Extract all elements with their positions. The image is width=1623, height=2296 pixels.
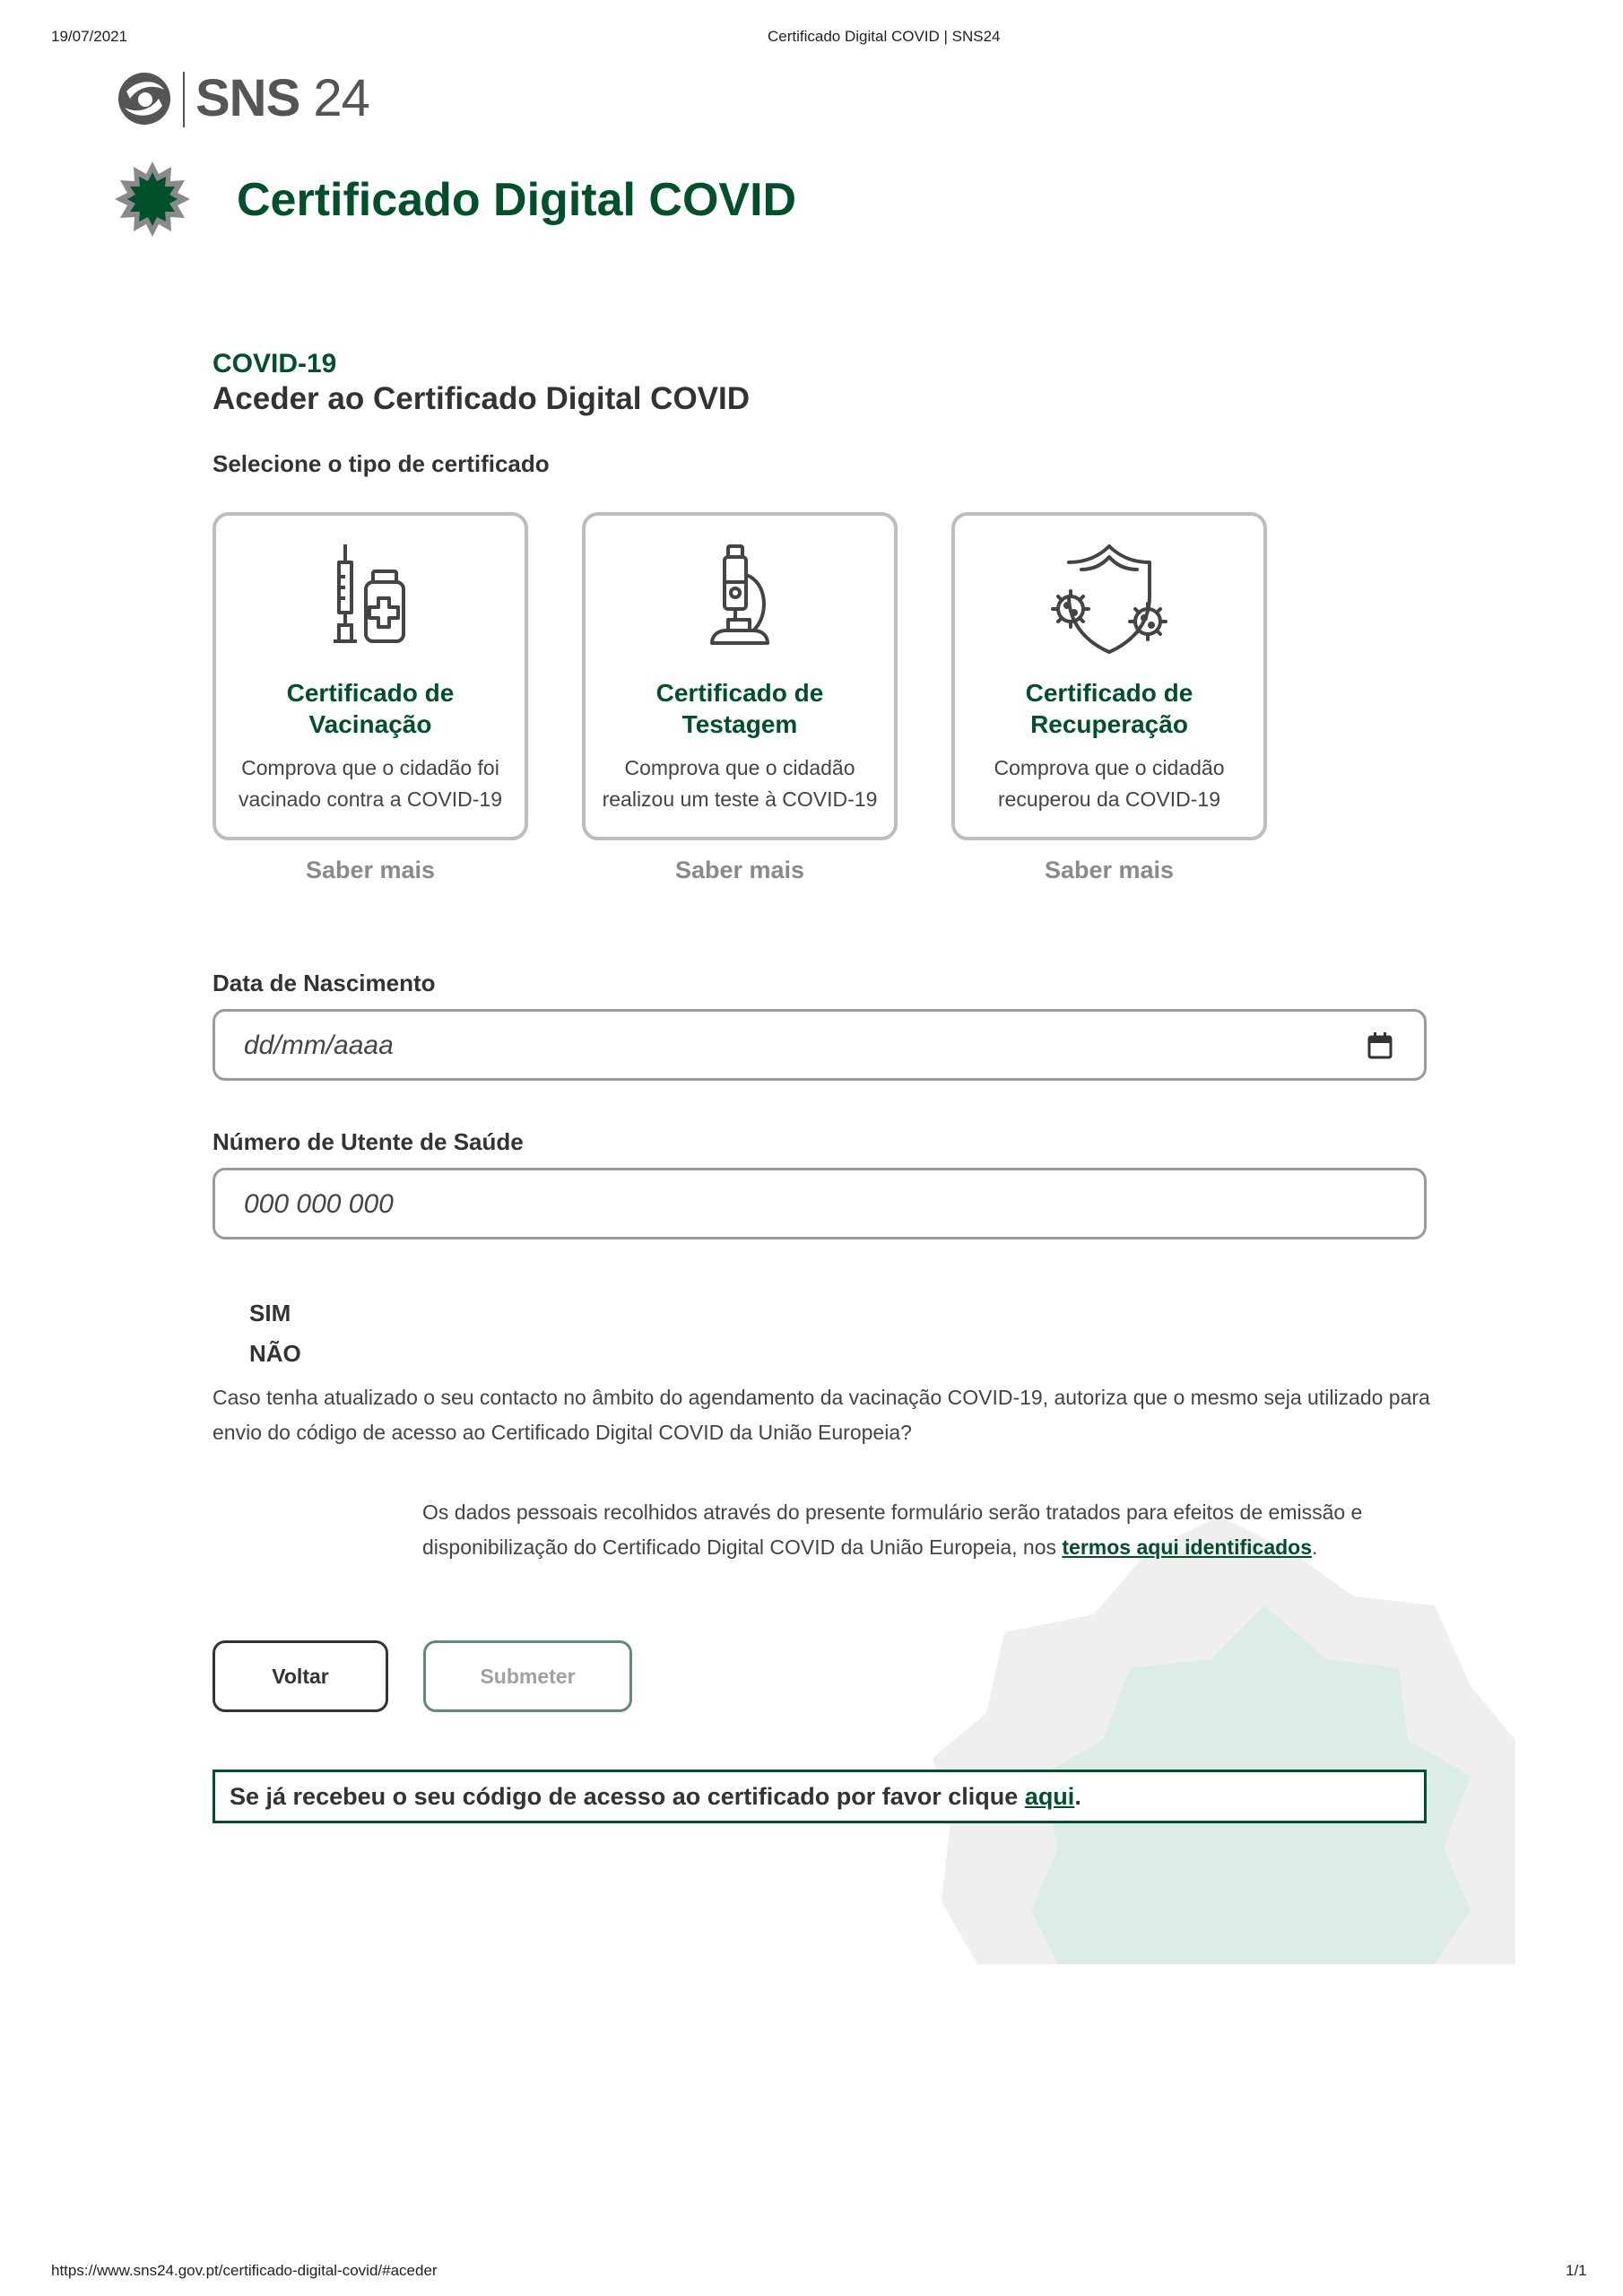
notice-aqui-link[interactable]: aqui <box>1024 1783 1075 1810</box>
saber-mais-testing-link[interactable]: Saber mais <box>674 857 805 883</box>
print-date: 19/07/2021 <box>51 28 128 45</box>
certificate-type-label: Selecione o tipo de certificado <box>213 450 550 477</box>
shield-virus-icon <box>1042 543 1176 659</box>
notice-text-end: . <box>1074 1783 1081 1810</box>
logo-bold-text: SNS <box>195 69 300 127</box>
utente-number-field[interactable] <box>213 1168 1427 1239</box>
print-url: https://www.sns24.gov.pt/certificado-digital-covid/#aceder <box>51 2262 438 2279</box>
privacy-notice <box>422 1495 1427 1565</box>
privacy-line <box>422 1530 1427 1565</box>
notice-text: Se já recebeu o seu código de acesso ao certificado por favor clique <box>230 1783 1025 1810</box>
card-title-line: Certificado de <box>286 679 455 707</box>
card-title-line: Vacinação <box>308 710 432 738</box>
section-heading: Aceder ao Certificado Digital COVID <box>213 381 751 416</box>
card-recovery-certificate[interactable] <box>951 512 1267 840</box>
sns24-logo-icon[interactable] <box>117 72 171 126</box>
card-title <box>595 677 885 740</box>
card-title-line: Certificado de <box>1025 679 1193 707</box>
page-title: Certificado Digital COVID <box>237 174 797 226</box>
saber-mais-vaccination-link[interactable]: Saber mais <box>305 857 436 883</box>
card-title-line: Certificado de <box>655 679 824 707</box>
access-code-notice <box>213 1770 1427 1823</box>
card-description-line: realizou um teste à COVID-19 <box>602 787 878 811</box>
utente-number-label: Número de Utente de Saúde <box>213 1128 524 1155</box>
card-description-line: vacinado contra a COVID-19 <box>238 787 503 811</box>
consent-line: envio do código de acesso ao Certificado Digital COVID da União Europeia? <box>213 1421 912 1444</box>
card-description-line: recuperou da COVID-19 <box>997 787 1220 811</box>
vaccine-icon <box>312 543 429 659</box>
privacy-text: disponibilização do Certificado Digital COVID da União Europeia, nos <box>422 1535 1063 1559</box>
background-seal-decoration <box>924 1507 1515 1964</box>
radio-option-nao[interactable]: NÃO <box>249 1340 301 1367</box>
privacy-terms-link[interactable]: termos aqui identificados <box>1062 1535 1312 1559</box>
card-title <box>964 677 1254 740</box>
card-testing-certificate[interactable] <box>582 512 898 840</box>
card-description-line: Comprova que o cidadão foi <box>241 756 499 779</box>
print-doc-title: Certificado Digital COVID | SNS24 <box>768 28 1001 45</box>
card-description <box>600 752 880 815</box>
microscope-icon <box>681 543 798 659</box>
covid-certificate-seal-icon <box>115 161 190 237</box>
birth-date-field[interactable] <box>213 1009 1427 1081</box>
logo-number-text: 24 <box>313 69 369 127</box>
section-kicker: COVID-19 <box>213 349 337 378</box>
card-title-line: Testagem <box>681 710 798 738</box>
card-description-line: Comprova que o cidadão <box>994 756 1225 779</box>
privacy-line: Os dados pessoais recolhidos através do presente formulário serão tratados para efeitos de emissão e <box>422 1500 1363 1524</box>
background-seal-icon <box>924 1507 1515 1964</box>
card-description-line: Comprova que o cidadão <box>624 756 855 779</box>
consent-question <box>213 1380 1450 1450</box>
saber-mais-recovery-link[interactable]: Saber mais <box>1044 857 1175 883</box>
print-page-counter: 1/1 <box>1566 2262 1587 2279</box>
calendar-icon[interactable] <box>1367 1031 1393 1060</box>
back-button[interactable]: Voltar <box>213 1640 388 1712</box>
card-title-line: Recuperação <box>1030 710 1188 738</box>
sns24-logo-text[interactable] <box>195 68 369 128</box>
card-description <box>969 752 1249 815</box>
card-description <box>230 752 510 815</box>
privacy-text-end: . <box>1312 1535 1318 1559</box>
birth-date-input[interactable] <box>242 1012 1322 1080</box>
logo-separator <box>183 72 185 127</box>
consent-line: Caso tenha atualizado o seu contacto no âmbito do agendamento da vacinação COVID-19, autoriza que o mesmo seja utilizado para <box>213 1386 1430 1409</box>
radio-option-sim[interactable]: SIM <box>249 1300 291 1326</box>
card-title <box>225 677 516 740</box>
birth-date-label: Data de Nascimento <box>213 970 436 996</box>
card-vaccination-certificate[interactable] <box>213 512 528 840</box>
submit-button[interactable]: Submeter <box>423 1640 632 1712</box>
utente-number-input[interactable] <box>242 1170 1322 1239</box>
